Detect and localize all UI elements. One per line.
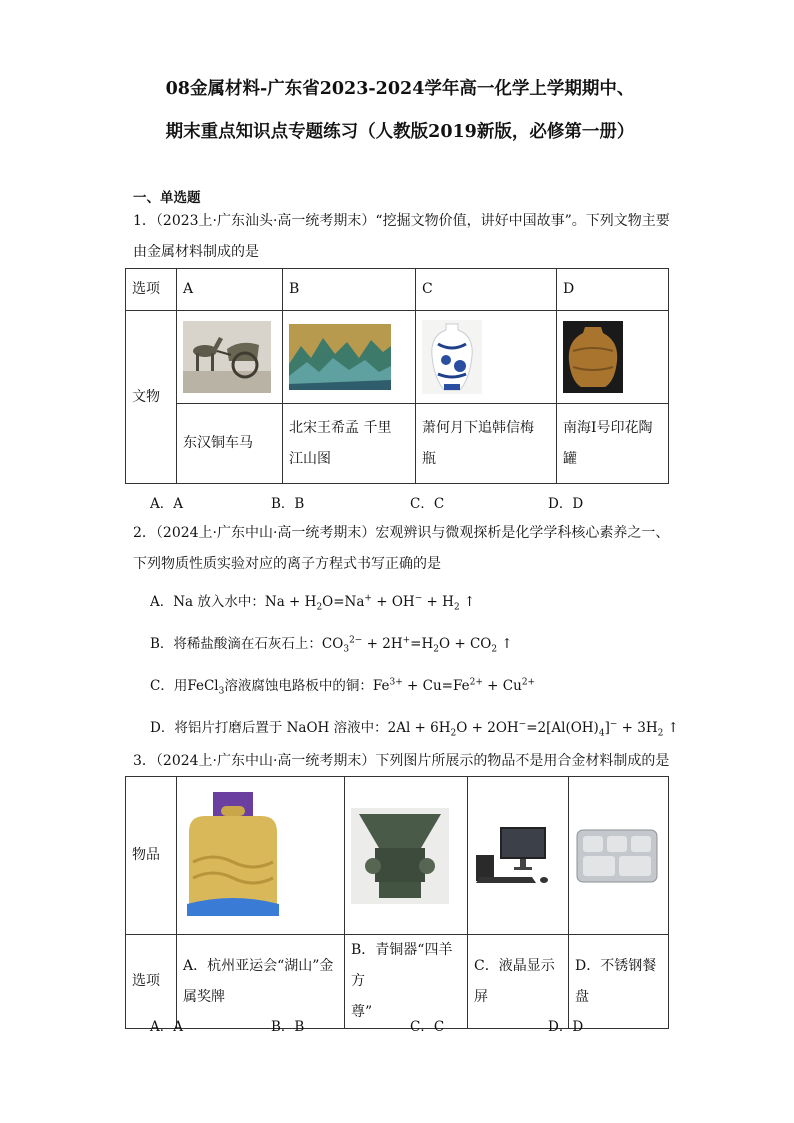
table-row — [126, 935, 669, 1029]
item-option-a: A．杭州亚运会“湖山”金 属奖牌 — [177, 935, 345, 1029]
question-2-option-a[interactable]: A．Na 放入水中：$Na + H_2O=Na^+ + OH^- + H_2$ ↑ — [150, 593, 476, 613]
pottery-jar-image — [563, 321, 623, 393]
question-2-line-2: 下列物质性质实验对应的离子方程式书写正确的是 — [133, 556, 441, 572]
option-a[interactable]: A．A — [150, 496, 183, 512]
steel-tray-image — [575, 828, 659, 884]
item-image-a — [177, 777, 345, 935]
option-d[interactable]: D．D — [548, 496, 584, 512]
row-label: 物品 — [126, 777, 177, 935]
artifact-name-b: 北宋王希孟 千里 江山图 — [283, 404, 416, 484]
table-row — [126, 404, 669, 484]
question-2-option-d[interactable]: D．将铝片打磨后置于 NaOH 溶液中：$2Al + 6H_2O + 2OH^-=2[Al(OH)_4]^- + 3H_2$ ↑ — [150, 719, 679, 739]
artifact-name-d: 南海Ⅰ号印花陶 罐 — [557, 404, 669, 484]
option-a[interactable]: A．A — [150, 1019, 183, 1035]
equation-a: $Na + H_2O=Na^+ + OH^- + H_2$ ↑ — [264, 593, 476, 613]
question-2-option-c[interactable]: C．用FeCl$_3$溶液腐蚀电路板中的铜：$Fe^{3+} + Cu=Fe^{2+} + Cu^{2+}$ — [150, 677, 536, 697]
item-option-c: C．液晶显示 屏 — [468, 935, 569, 1029]
artifact-name-c: 萧何月下追韩信梅 瓶 — [416, 404, 557, 484]
row-label: 文物 — [126, 311, 177, 484]
equation-b: $CO_3^{2-} + 2H^+=H_2O + CO_2$ ↑ — [321, 635, 513, 655]
question-1-line-1: 1．（2023上·广东汕头·高一统考期末）“挖掘文物价值，讲好中国故事”。下列文物主要 — [133, 213, 670, 229]
question-3-line-1: 3．（2024上·广东中山·高一统考期末）下列图片所展示的物品不是用合金材料制成的是 — [133, 753, 670, 769]
question-2-stem — [133, 518, 678, 580]
option-d[interactable]: D．D — [548, 1019, 584, 1035]
artifact-name-a: 东汉铜车马 — [177, 404, 283, 484]
lcd-monitor-image — [474, 825, 552, 887]
option-b[interactable]: B．B — [271, 496, 305, 512]
question-1-line-2: 由金属材料制成的是 — [133, 244, 259, 260]
title-line-2: 期末重点知识点专题练习（人教版2019新版，必修第一册） — [165, 122, 635, 142]
question-1-stem — [133, 206, 678, 268]
option-c[interactable]: C．C — [410, 496, 445, 512]
equation-d: $2Al + 6H_2O + 2OH^-=2[Al(OH)_4]^- + 3H_2$ ↑ — [387, 719, 679, 739]
col-header-c: C — [416, 269, 557, 311]
item-image-c — [468, 777, 569, 935]
document-title — [120, 68, 680, 154]
col-header-a: A — [177, 269, 283, 311]
table-row — [126, 777, 669, 935]
question-2-line-1: 2．（2024上·广东中山·高一统考期末）宏观辨识与微观探析是化学学科核心素养之一、 — [133, 525, 670, 541]
item-option-d: D．不锈钢餐 盘 — [569, 935, 669, 1029]
gold-medal-image — [183, 792, 283, 920]
bronze-square-zun-image — [351, 808, 449, 904]
item-option-b: B．青铜器“四羊方 尊” — [345, 935, 468, 1029]
row-label: 选项 — [126, 935, 177, 1029]
artifact-image-b — [283, 311, 416, 404]
row-label: 选项 — [126, 269, 177, 311]
equation-c: $Fe^{3+} + Cu=Fe^{2+} + Cu^{2+}$ — [372, 677, 536, 694]
formula-fecl3: FeCl$_3$ — [187, 678, 225, 697]
artifact-image-a — [177, 311, 283, 404]
artifact-image-c — [416, 311, 557, 404]
title-line-1: 08金属材料-广东省2023-2024学年高一化学上学期期中、 — [165, 79, 635, 99]
col-header-d: D — [557, 269, 669, 311]
option-b[interactable]: B．B — [271, 1019, 305, 1035]
option-c[interactable]: C．C — [410, 1019, 445, 1035]
item-image-b — [345, 777, 468, 935]
table-row — [126, 311, 669, 404]
item-image-d — [569, 777, 669, 935]
question-1-table — [125, 268, 669, 484]
question-2-option-b[interactable]: B．将稀盐酸滴在石灰石上：$CO_3^{2-} + 2H^+=H_2O + CO_2$ ↑ — [150, 635, 513, 655]
question-3-table — [125, 776, 669, 1029]
section-heading: 一、单选题 — [133, 190, 201, 206]
question-3-stem — [133, 746, 678, 777]
bronze-chariot-horse-image — [183, 321, 271, 393]
col-header-b: B — [283, 269, 416, 311]
table-row — [126, 269, 669, 311]
blue-white-vase-image — [422, 320, 482, 394]
landscape-painting-image — [289, 324, 391, 390]
artifact-image-d — [557, 311, 669, 404]
